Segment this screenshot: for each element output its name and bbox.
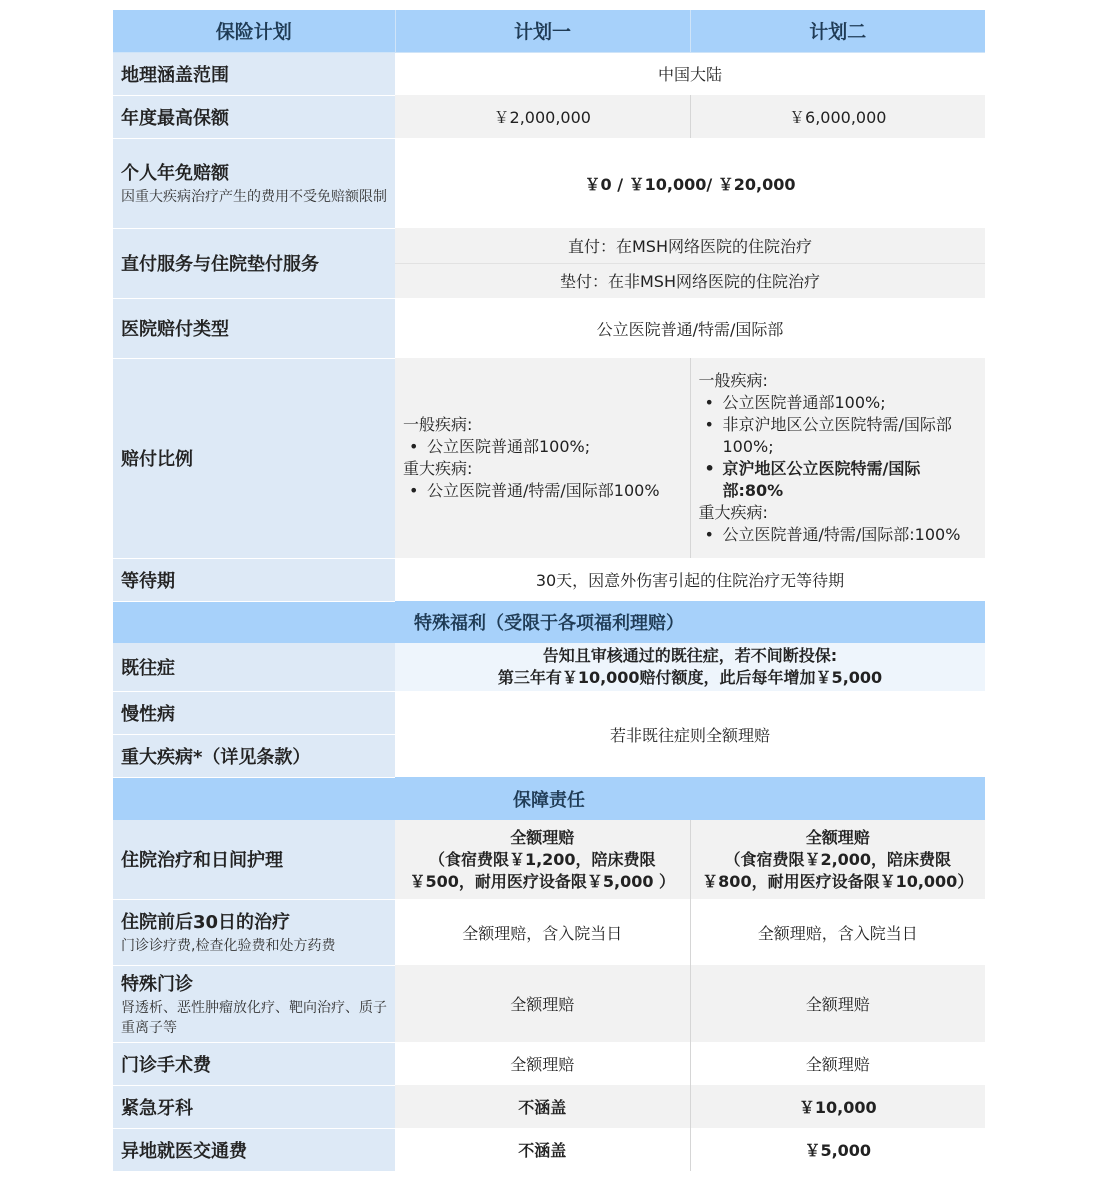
ratio-plan2-general-item-1: • 公立医院普通部100%; — [699, 392, 978, 414]
emergency-dental-label: 紧急牙科 — [113, 1085, 395, 1128]
preexisting-line2: 第三年有￥10,000赔付额度，此后每年增加￥5,000 — [497, 668, 883, 687]
insurance-plan-table — [113, 10, 985, 1172]
benefits-section-title: 保障责任 — [113, 777, 985, 820]
header-plan-two: 计划二 — [690, 10, 985, 52]
coverage-area-row — [113, 52, 985, 95]
travel-label: 异地就医交通费 — [113, 1128, 395, 1171]
emergency-dental-row — [113, 1085, 985, 1128]
direct-billing-row-1 — [113, 228, 985, 263]
annual-limit-plan1: ￥2,000,000 — [395, 95, 690, 138]
travel-plan2: ￥5,000 — [690, 1128, 985, 1171]
ratio-plan2 — [690, 358, 985, 558]
special-outpatient-label: 特殊门诊 — [121, 973, 193, 995]
hospital-type-value: 公立医院普通/特需/国际部 — [395, 298, 985, 358]
deductible-label: 个人年免赔额 — [121, 163, 229, 184]
annual-limit-plan2: ￥6,000,000 — [690, 95, 985, 138]
preexisting-value — [395, 643, 985, 691]
deductible-value: ￥0 / ￥10,000/ ￥20,000 — [395, 138, 985, 228]
ratio-plan1-critical-item: • 公立医院普通/特需/国际部100% — [403, 480, 682, 502]
inpatient-plan2-line3: ￥800，耐用医疗设备限￥10,000） — [702, 871, 974, 891]
annual-limit-row — [113, 95, 985, 138]
special-section-title: 特殊福利（受限于各项福利理赔） — [113, 601, 985, 643]
waiting-value: 30天，因意外伤害引起的住院治疗无等待期 — [395, 558, 985, 601]
inpatient-plan2 — [690, 820, 985, 899]
travel-row — [113, 1128, 985, 1171]
special-section-header — [113, 601, 985, 643]
pre-post-plan2: 全额理赔，含入院当日 — [690, 899, 985, 965]
ratio-plan2-general-item-3: • 京沪地区公立医院特需/国际部:80% — [699, 458, 978, 502]
header-row — [113, 10, 985, 52]
ratio-plan2-critical-list — [699, 524, 978, 546]
header-plan-label: 保险计划 — [113, 10, 395, 52]
chronic-critical-shared-value: 若非既往症则全额理赔 — [395, 691, 985, 777]
inpatient-plan2-line2: （食宿费限￥2,000，陪床费限 — [724, 849, 952, 869]
waiting-row — [113, 558, 985, 601]
ratio-plan1-general-list — [403, 436, 682, 458]
chronic-row — [113, 691, 985, 734]
special-outpatient-note: 肾透析、恶性肿瘤放化疗、靶向治疗、质子重离子等 — [121, 999, 387, 1036]
emergency-dental-plan1: 不涵盖 — [395, 1085, 690, 1128]
inpatient-row — [113, 820, 985, 899]
special-outpatient-row — [113, 965, 985, 1042]
pre-post-row — [113, 899, 985, 965]
pre-post-label: 住院前后30日的治疗 — [121, 912, 291, 933]
pre-post-note: 门诊诊疗费,检查化验费和处方药费 — [121, 938, 336, 954]
coverage-area-label: 地理涵盖范围 — [113, 52, 395, 95]
ratio-plan2-critical-item-1: • 公立医院普通/特需/国际部:100% — [699, 524, 978, 546]
ratio-plan2-critical-title: 重大疾病: — [698, 503, 768, 522]
hospital-type-label: 医院赔付类型 — [113, 298, 395, 358]
outpatient-surgery-row — [113, 1042, 985, 1085]
ratio-plan1-general-title: 一般疾病: — [403, 415, 473, 434]
header-plan-one: 计划一 — [395, 10, 690, 52]
deductible-label-cell — [113, 138, 395, 228]
inpatient-plan1 — [395, 820, 690, 899]
inpatient-plan1-line1: 全额理赔 — [510, 827, 575, 847]
chronic-label: 慢性病 — [113, 691, 395, 734]
emergency-dental-plan2: ￥10,000 — [690, 1085, 985, 1128]
deductible-row — [113, 138, 985, 228]
ratio-plan1-critical-list — [403, 480, 682, 502]
inpatient-plan1-line3: ￥500，耐用医疗设备限￥5,000 ） — [409, 871, 676, 891]
critical-label: 重大疾病*（详见条款） — [113, 734, 395, 777]
special-outpatient-plan2: 全额理赔 — [690, 965, 985, 1042]
direct-billing-label: 直付服务与住院垫付服务 — [113, 228, 395, 298]
annual-limit-label: 年度最高保额 — [113, 95, 395, 138]
inpatient-plan2-line1: 全额理赔 — [805, 827, 870, 847]
hospital-type-row — [113, 298, 985, 358]
inpatient-label: 住院治疗和日间护理 — [113, 820, 395, 899]
waiting-label: 等待期 — [113, 558, 395, 601]
benefits-section-header — [113, 777, 985, 820]
ratio-plan2-general-item-2: • 非京沪地区公立医院特需/国际部100%; — [699, 414, 978, 458]
preexisting-row — [113, 643, 985, 691]
outpatient-surgery-plan1: 全额理赔 — [395, 1042, 690, 1085]
ratio-plan2-general-list — [699, 392, 978, 502]
deductible-note: 因重大疾病治疗产生的费用不受免赔额限制 — [121, 189, 387, 205]
coverage-area-value: 中国大陆 — [395, 52, 985, 95]
pre-post-plan1: 全额理赔，含入院当日 — [395, 899, 690, 965]
ratio-plan1-general-item: • 公立医院普通部100%; — [403, 436, 682, 458]
ratio-plan2-general-title: 一般疾病: — [698, 371, 768, 390]
inpatient-plan1-line2: （食宿费限￥1,200，陪床费限 — [428, 849, 656, 869]
ratio-plan1 — [395, 358, 690, 558]
ratio-plan1-critical-title: 重大疾病: — [403, 459, 473, 478]
direct-billing-line2: 垫付：在非MSH网络医院的住院治疗 — [395, 263, 985, 298]
travel-plan1: 不涵盖 — [395, 1128, 690, 1171]
ratio-label: 赔付比例 — [113, 358, 395, 558]
direct-billing-line1: 直付：在MSH网络医院的住院治疗 — [395, 228, 985, 263]
preexisting-line1: 告知且审核通过的既往症，若不间断投保: — [542, 646, 838, 665]
outpatient-surgery-label: 门诊手术费 — [113, 1042, 395, 1085]
outpatient-surgery-plan2: 全额理赔 — [690, 1042, 985, 1085]
special-outpatient-label-cell — [113, 965, 395, 1042]
preexisting-label: 既往症 — [113, 643, 395, 691]
ratio-row — [113, 358, 985, 558]
pre-post-label-cell — [113, 899, 395, 965]
special-outpatient-plan1: 全额理赔 — [395, 965, 690, 1042]
